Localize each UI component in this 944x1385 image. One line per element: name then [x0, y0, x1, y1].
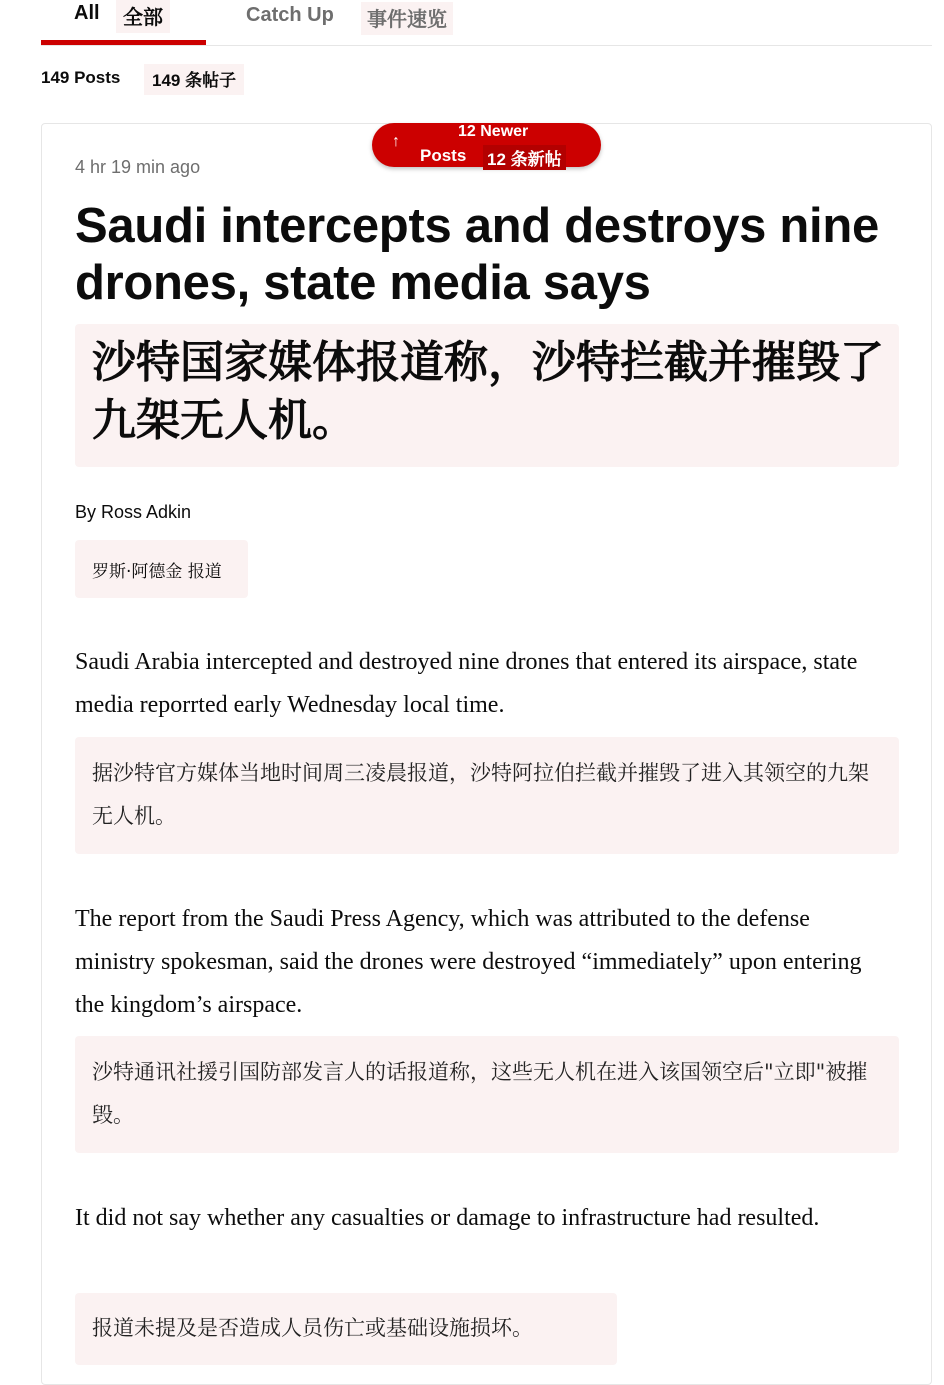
post-byline-translation: 罗斯·阿德金 报道 — [92, 562, 222, 582]
tab-all-label-translation: 全部 — [116, 0, 170, 33]
post-count-label: 149 Posts — [41, 68, 121, 87]
newer-posts-label-translation: 12 条新帖 — [483, 145, 566, 170]
post-paragraph-translation-box — [75, 1036, 899, 1153]
tab-catch-up-label: Catch Up — [246, 4, 334, 26]
post-paragraph-translation: 沙特通讯社援引国防部发言人的话报道称，这些无人机在进入该国领空后"立即"被摧毁。 — [92, 1060, 868, 1127]
post-timestamp: 4 hr 19 min ago — [75, 157, 201, 177]
post-headline-translation: 沙特国家媒体报道称，沙特拦截并摧毁了九架无人机。 — [92, 337, 884, 446]
post-paragraph-translation: 据沙特官方媒体当地时间周三凌晨报道，沙特阿拉伯拦截并摧毁了进入其领空的九架无人机。 — [92, 761, 869, 828]
tab-all-label: All — [74, 2, 100, 24]
arrow-up-icon: ↑ — [392, 133, 400, 150]
tab-catch-up[interactable] — [246, 0, 476, 44]
tab-bar — [41, 0, 932, 46]
post-byline: By Ross Adkin — [75, 502, 192, 522]
tab-all[interactable] — [41, 0, 206, 44]
newer-posts-posts-label: Posts — [420, 146, 467, 165]
post-paragraph-translation-box — [75, 1293, 617, 1365]
post-headline-translation-box — [75, 324, 899, 467]
post-paragraph-translation: 报道未提及是否造成人员伤亡或基础设施损坏。 — [92, 1316, 533, 1340]
post-count-label-translation: 149 条帖子 — [144, 64, 244, 95]
post-headline: Saudi intercepts and destroys nine drones, state media says — [75, 199, 879, 310]
newer-posts-button[interactable] — [372, 123, 601, 167]
post-paragraph: The report from the Saudi Press Agency, which was attributed to the defense ministry spokesman, said the drones were destroyed “immediately” upon entering the kingdom’s airspace. — [75, 906, 862, 1018]
post-paragraph: It did not say whether any casualties or damage to infrastructure had resulted. — [75, 1205, 820, 1231]
active-tab-indicator — [41, 40, 206, 45]
post-byline-translation-box — [75, 540, 248, 598]
post-paragraph: Saudi Arabia intercepted and destroyed nine drones that entered its airspace, state media reporrted early Wednesday local time. — [75, 649, 858, 718]
tab-catch-up-label-translation: 事件速览 — [361, 2, 453, 35]
post-paragraph-translation-box — [75, 737, 899, 854]
newer-posts-count-label: 12 Newer — [458, 123, 529, 140]
